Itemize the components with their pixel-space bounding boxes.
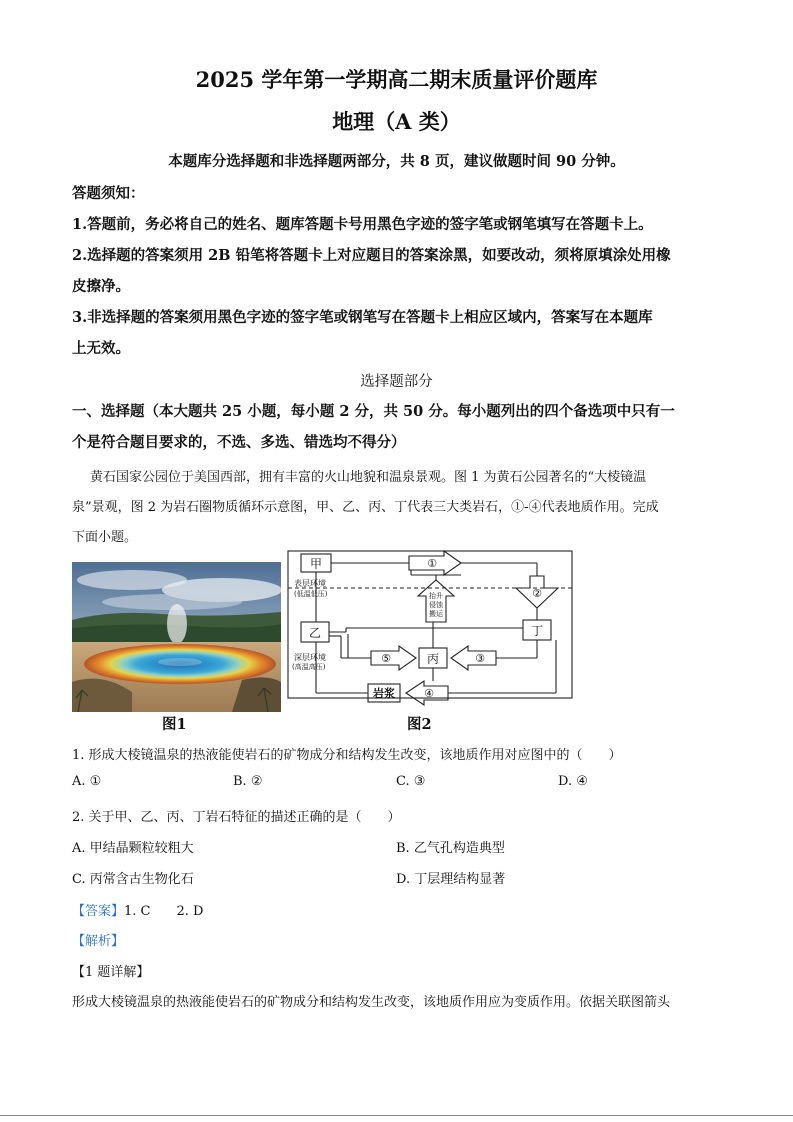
answer-1: 1. C [124, 904, 151, 919]
figure1-caption: 图1 [162, 716, 187, 733]
analysis-line1: 形成大棱镜温泉的热液能使岩石的矿物成分和结构发生改变，该地质作用应为变质作用。依据关联图箭头 [72, 995, 671, 1010]
page-footer-line [0, 1115, 793, 1116]
uplift-label-2: 侵蚀 [429, 601, 443, 609]
diagram-frame [288, 551, 572, 698]
question-1-option-d: D. ④ [558, 774, 588, 789]
answer-block [72, 900, 203, 919]
exam-subtitle: 地理（A 类） [332, 109, 461, 134]
notice-item-3: 3.非选择题的答案须用黑色字迹的签字笔或钢笔写在答题卡上相应区域内，答案写在本题库 [72, 309, 653, 326]
question-2-option-b: B. 乙气孔构造典型 [396, 841, 505, 856]
exam-intro: 本题库分选择题和非选择题两部分，共 8 页，建议做题时间 90 分钟。 [168, 153, 625, 170]
surface-env-label: 表层环境 [294, 579, 326, 588]
magma-label: 岩浆 [373, 687, 395, 700]
question-2-stem: 2. 关于甲、乙、丙、丁岩石特征的描述正确的是（ ） [72, 810, 401, 825]
passage-line1: 黄石国家公园位于美国西部，拥有丰富的火山地貌和温泉景观。图 1 为黄石公园著名的“大棱镜温 [90, 470, 647, 485]
exam-title: 2025 学年第一学期高二期末质量评价题库 [195, 67, 598, 92]
answer-2: 2. D [176, 904, 204, 919]
rock-ding-label: 丁 [530, 624, 544, 638]
analysis-sub-heading: 【1 题详解】 [72, 965, 150, 980]
notice-item-2: 2.选择题的答案须用 2B 铅笔将答题卡上对应题目的答案涂黑，如要改动，须将原填涂处用橡 [72, 247, 671, 264]
notice-item-2-cont: 皮擦净。 [72, 278, 130, 295]
rock-bing-label: 丙 [426, 652, 440, 666]
notice-item-3-cont: 上无效。 [72, 340, 130, 357]
arrow-3 [451, 646, 496, 670]
question-2-option-a: A. 甲结晶颗粒较粗大 [72, 841, 194, 856]
question-1-option-b: B. ② [233, 774, 263, 789]
question-2-option-d: D. 丁层理结构显著 [396, 872, 506, 887]
figure2-caption: 图2 [407, 716, 432, 733]
grand-prismatic-spring-photo [72, 562, 281, 712]
passage-line2: 泉”景观，图 2 为岩石圈物质循环示意图，甲、乙、丙、丁代表三大类岩石，①-④代表地质作用。完成 [72, 500, 659, 515]
uplift-label-1: 抬升 [429, 592, 443, 600]
question-1-option-a: A. ① [72, 774, 102, 789]
section-heading: 选择题部分 [360, 374, 433, 390]
passage-line3: 下面小题。 [72, 530, 138, 545]
arrow-2-label: ② [532, 587, 542, 600]
notice-heading: 答题须知： [72, 185, 145, 202]
notice-item-1: 1.答题前，务必将自己的姓名、题库答题卡号用黑色字迹的签字笔或钢笔填写在答题卡上。 [72, 216, 653, 233]
arrow-5 [371, 646, 416, 670]
analysis-tag: 【解析】 [72, 934, 125, 949]
arrow-3-label: ③ [475, 652, 485, 665]
question-2-option-c: C. 丙常含古生物化石 [72, 872, 194, 887]
uplift-label-3: 搬运 [429, 610, 443, 618]
arrow-5-label: ⑤ [381, 652, 391, 665]
arrow-4-label: ④ [424, 687, 434, 700]
part-heading-line2: 个是符合题目要求的，不选、多选、错选均不得分） [72, 434, 406, 451]
rock-cycle-diagram [286, 550, 576, 710]
rock-yi-label: 乙 [308, 626, 322, 640]
question-1-stem: 1. 形成大棱镜温泉的热液能使岩石的矿物成分和结构发生改变，该地质作用对应图中的（ ） [72, 748, 622, 763]
surface-cond-label: (低温低压) [294, 590, 328, 598]
deep-cond-label: (高温高压) [292, 663, 326, 671]
part-heading-line1: 一、选择题（本大题共 25 小题，每小题 2 分，共 50 分。每小题列出的四个备选项中只有一 [72, 403, 675, 420]
question-1-option-c: C. ③ [396, 774, 426, 789]
deep-env-label: 深层环境 [294, 653, 326, 662]
rock-jia-label: 甲 [309, 557, 323, 571]
arrow-1-label: ① [427, 557, 437, 570]
answer-tag: 【答案】 [72, 904, 125, 919]
